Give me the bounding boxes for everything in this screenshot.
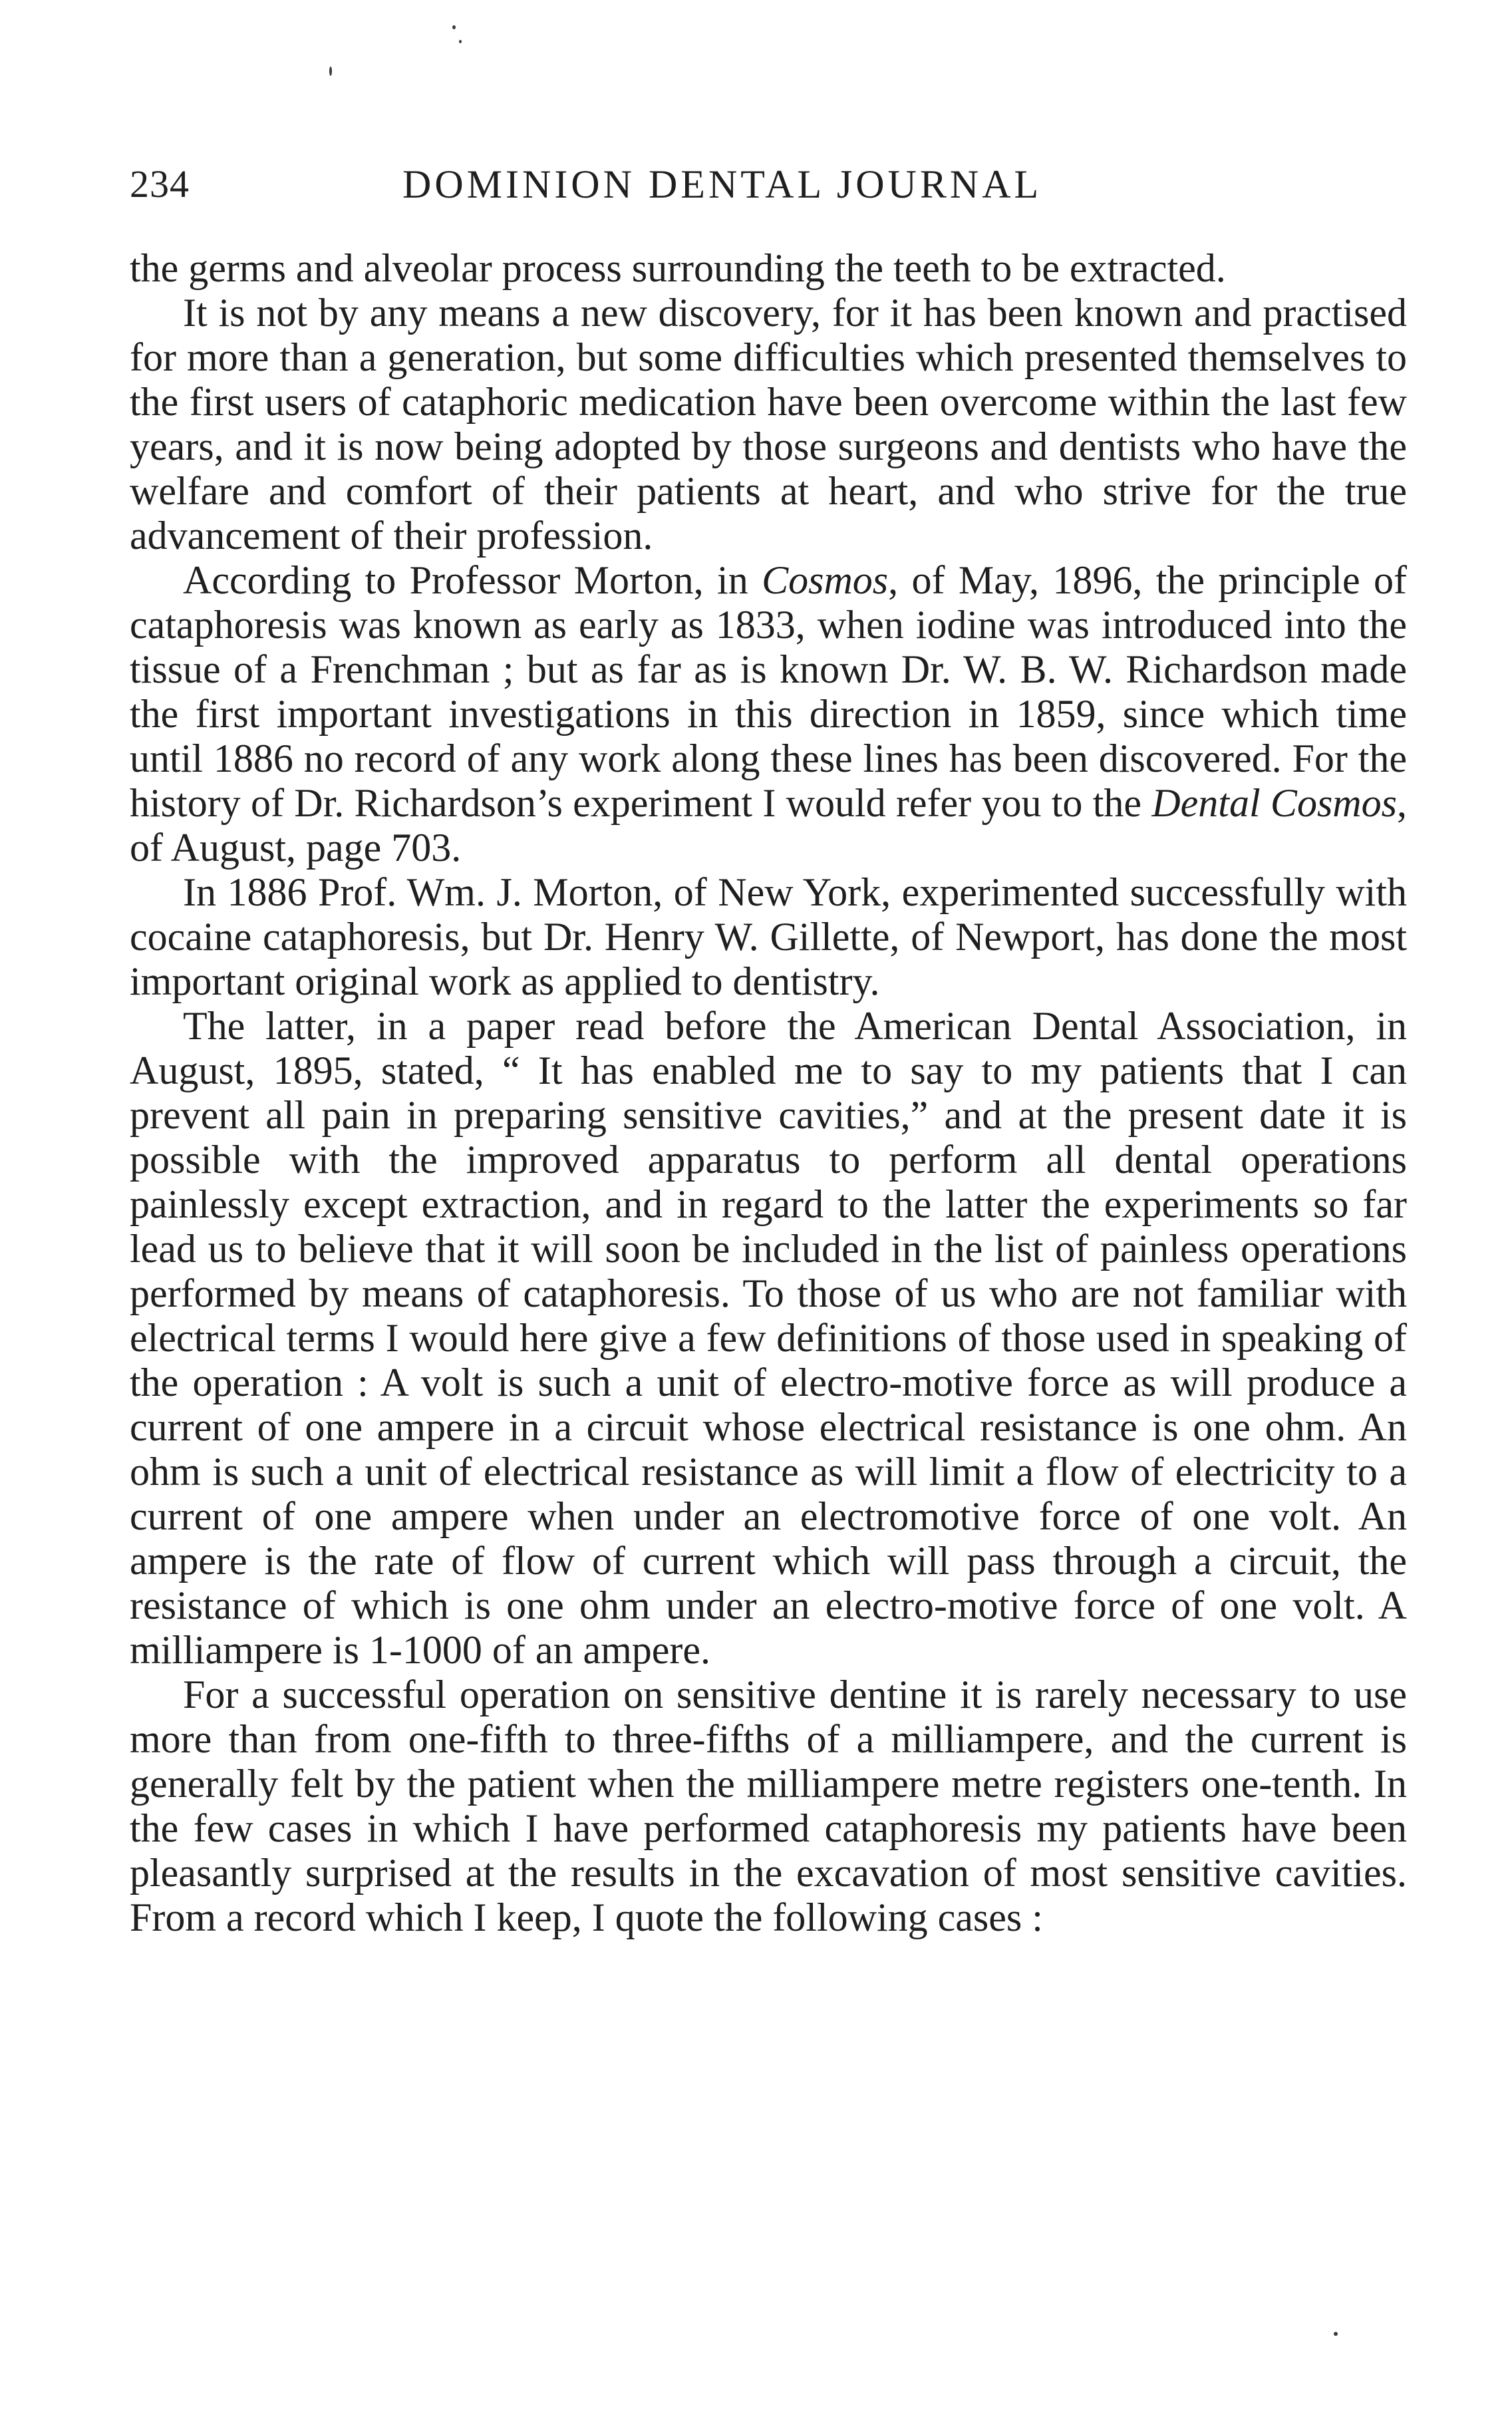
paragraph [130,1004,1407,1673]
page-number: 234 [130,162,190,206]
paragraph [130,870,1407,1004]
scan-speck [1334,2332,1338,2336]
scan-speck [329,67,332,76]
paragraph-text: For a successful operation on sensitive dentine it is rarely necessary to use more than from one-fifth to three-fifths of a milliampere, and the current is generally felt by the patient when the milliampere metre registers one-tenth. In the few cases in which I have performed cataphoresis my patients have been pleasantly surprised at the results in the excavation of most sensitive cavities. From a record which I keep, I quote the following cases : [130,1673,1407,1939]
running-head: DOMINION DENTAL JOURNAL [402,162,1042,206]
paragraph [130,246,1407,291]
paragraph [130,291,1407,558]
paragraph [130,558,1407,870]
journal-title: Cosmos [762,558,889,602]
paragraph-text: It is not by any means a new discovery, for it has been known and practised for more than a generation, but some difficulties which presented themselves to the first users of cataphoric medication have been overcome within the last few years, and it is now being adopted by those surgeons and dentists who have the welfare and comfort of their patients at heart, and who strive for the true advancement of their profession. [130,291,1407,558]
journal-title: Dental Cosmos [1151,781,1397,825]
paragraph-text: the germs and alveolar process surrounding the teeth to be extracted. [130,246,1226,290]
paragraph-text: According to Professor Morton, in [183,558,762,602]
paragraph [130,1673,1407,1940]
page-header [130,154,1407,214]
paragraph-text: The latter, in a paper read before the American Dental Association, in August, 1895, stated, “ It has enabled me to say to my patients that I can prevent all pain in preparing sensitive cavities,” and at the present date it is possible with the improved apparatus to perform all dental operations painlessly except extraction, and in regard to the latter the experiments so far lead us to believe that it will soon be included in the list of painless operations performed by means of cataphoresis. To those of us who are not familiar with electrical terms I would here give a few definitions of those used in speaking of the operation : A volt is such a unit of electro-motive force as will produce a current of one ampere in a circuit whose electrical resistance is one ohm. An ohm is such a unit of electrical resistance as will limit a flow of electricity to a current of one ampere when under an electromotive force of one volt. An ampere is the rate of flow of current which will pass through a circuit, the resistance of which is one ohm under an electro-motive force of one volt. A milliampere is 1-1000 of an ampere. [130,1004,1407,1672]
scan-speck [459,40,462,43]
paragraph-text: In 1886 Prof. Wm. J. Morton, of New York, experimented successfully with cocaine cataphoresis, but Dr. Henry W. Gillette, of Newport, has done the most important original work as applied to dentistry. [130,870,1407,1003]
paragraph-text: , of May, 1896, the principle of cataphoresis was known as early as 1833, when iodine was introduced into the tissue of a Frenchman ; but as far as is known Dr. W. B. W. Richardson made the first important investigations in this direction in 1859, since which time until 1886 no record of any work along these lines has been discovered. For the history of Dr. Richardson’s experiment I would refer you to the [130,558,1407,825]
article-body [130,246,1407,1940]
scan-speck [452,25,456,29]
paragraph-text: , of August, page 703. [130,781,1407,870]
